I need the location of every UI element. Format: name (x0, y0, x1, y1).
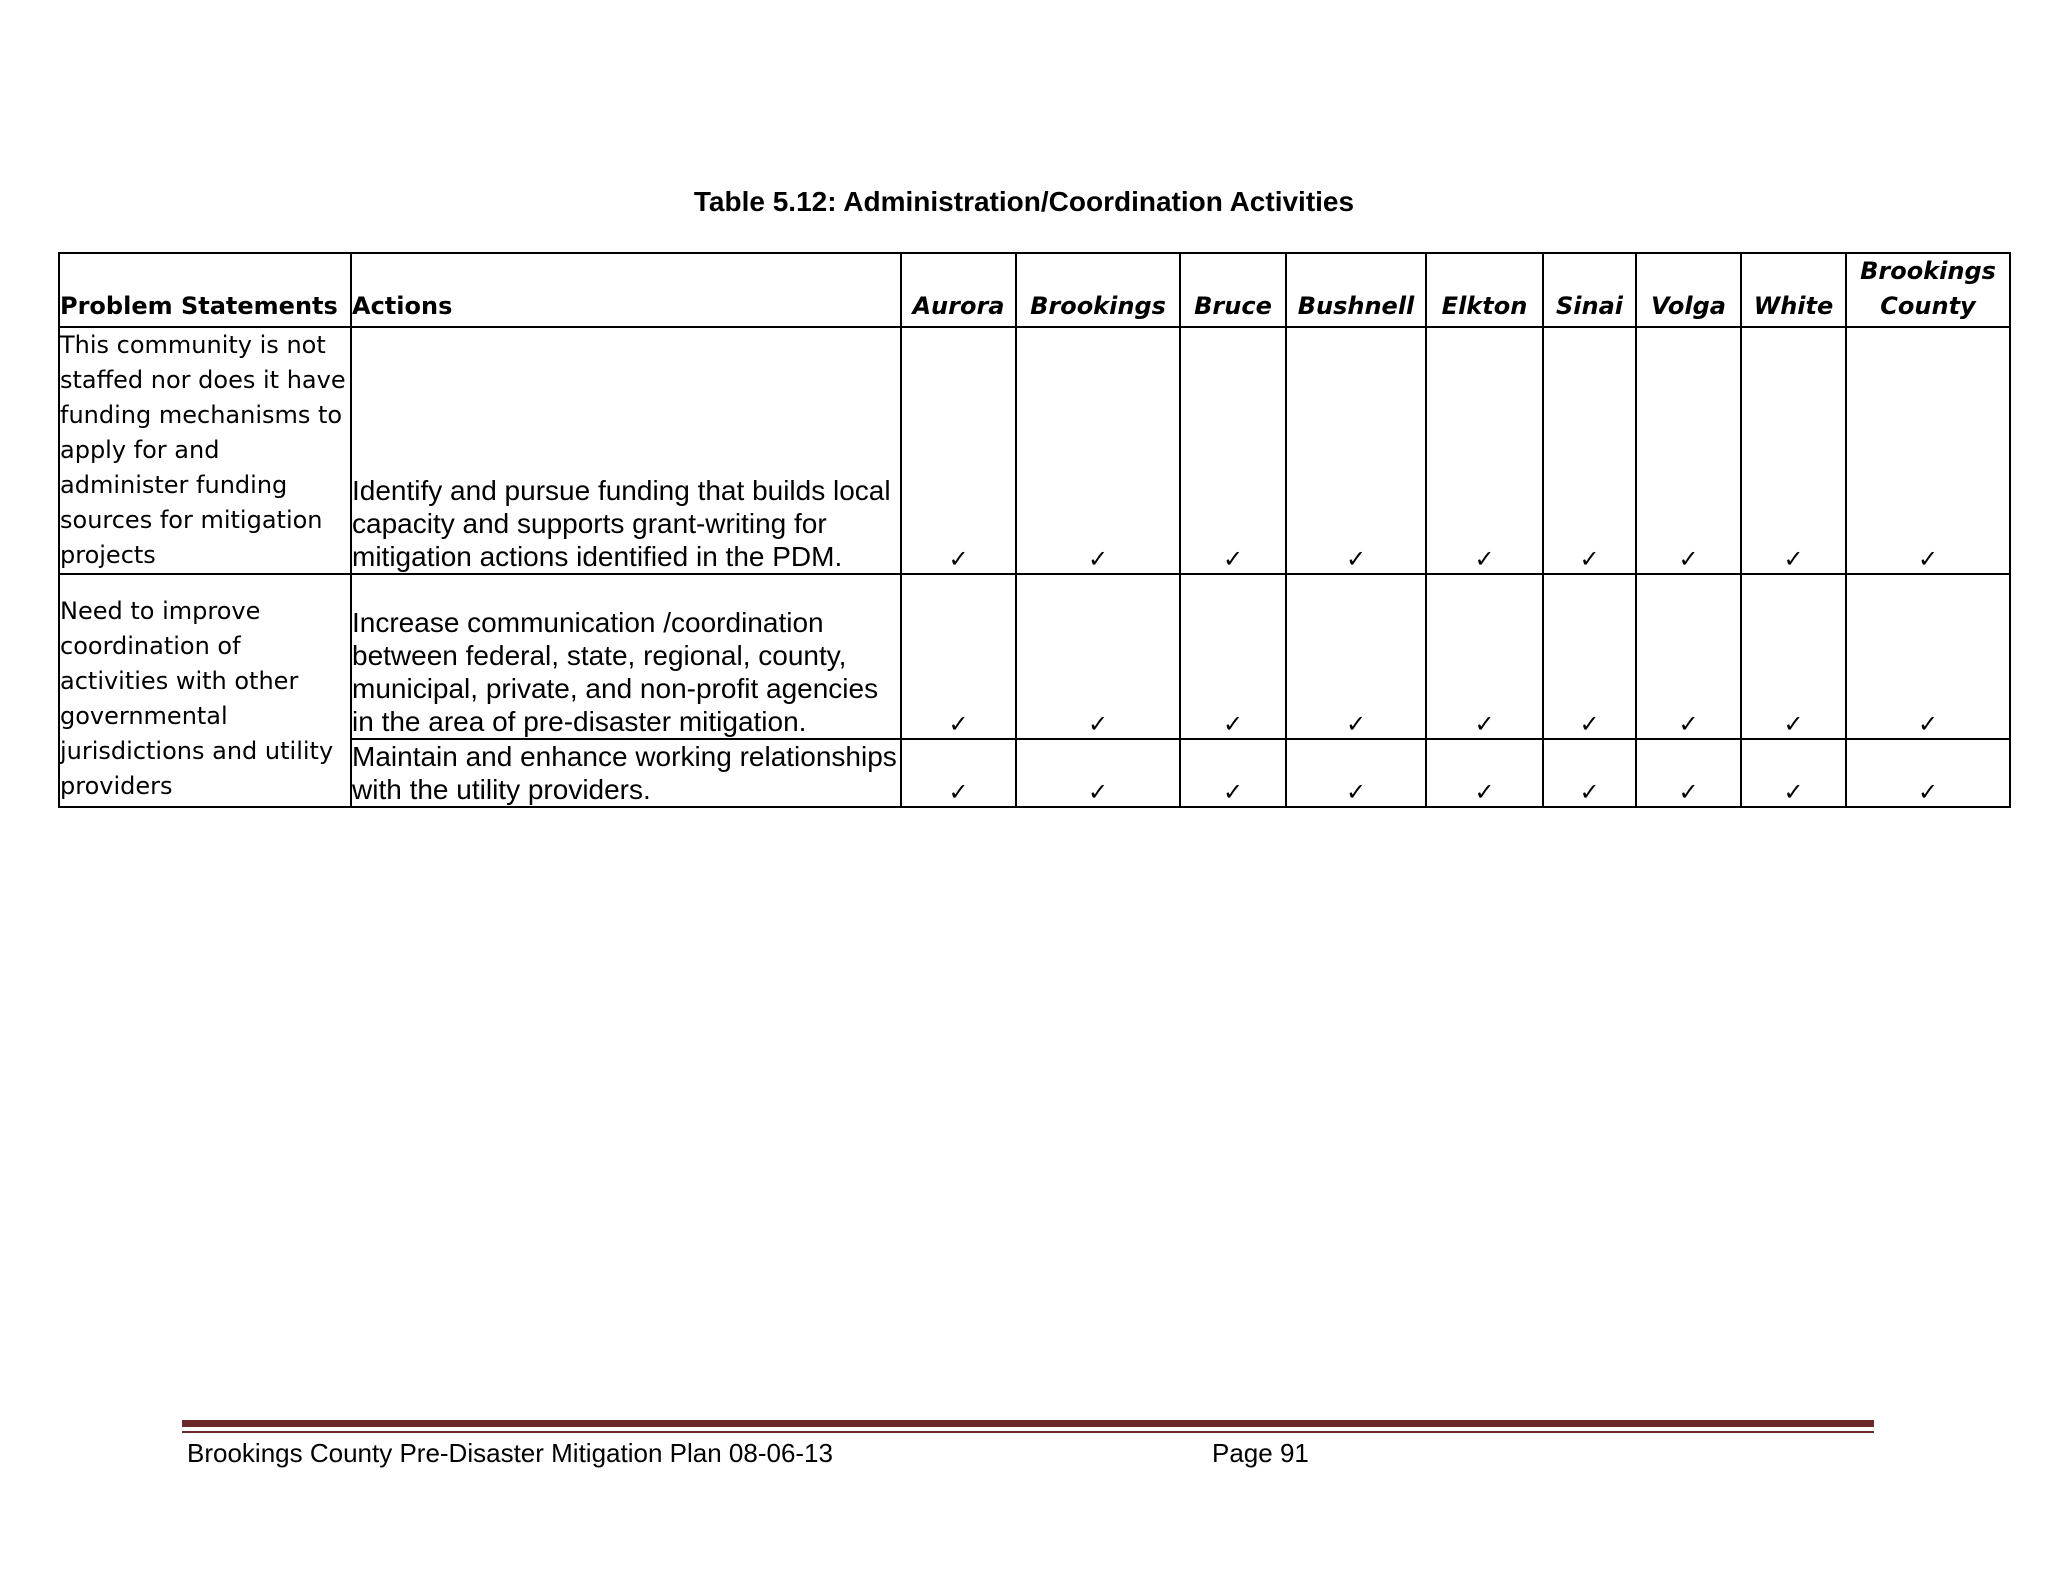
table-title: Table 5.12: Administration/Coordination Activities (693, 186, 1355, 217)
checkmark: ✓ (1016, 739, 1180, 807)
checkmark: ✓ (1543, 739, 1636, 807)
checkmark: ✓ (1180, 739, 1286, 807)
checkmark: ✓ (1636, 574, 1741, 739)
action-cell: Identify and pursue funding that builds local capacity and supports grant-writing for mitigation actions identified in the PDM. (351, 327, 901, 574)
header-problem-statements: Problem Statements (59, 253, 351, 327)
header-sinai: Sinai (1543, 253, 1636, 327)
checkmark: ✓ (1286, 327, 1426, 574)
table-row (59, 574, 2010, 739)
checkmark: ✓ (1426, 739, 1543, 807)
header-bruce: Bruce (1180, 253, 1286, 327)
footer-document-title: Brookings County Pre-Disaster Mitigation Plan 08-06-13 (187, 1438, 833, 1468)
checkmark: ✓ (1636, 739, 1741, 807)
checkmark: ✓ (1846, 327, 2010, 574)
problem-statement-cell: This community is not staffed nor does it have funding mechanisms to apply for and administer funding sources for mitigation projects (59, 327, 351, 574)
header-row (59, 253, 2010, 327)
checkmark: ✓ (901, 574, 1016, 739)
table-row (59, 327, 2010, 574)
footer-page-number: Page 91 (1212, 1438, 1309, 1468)
checkmark: ✓ (1286, 574, 1426, 739)
checkmark: ✓ (1846, 574, 2010, 739)
header-brookings-county: Brookings County (1846, 253, 2010, 327)
header-actions: Actions (351, 253, 901, 327)
checkmark: ✓ (1846, 739, 2010, 807)
action-cell: Maintain and enhance working relationships with the utility providers. (351, 739, 901, 807)
header-white: White (1741, 253, 1846, 327)
header-aurora: Aurora (901, 253, 1016, 327)
checkmark: ✓ (1741, 574, 1846, 739)
header-elkton: Elkton (1426, 253, 1543, 327)
footer-rule-thick (182, 1420, 1874, 1427)
table-row (59, 739, 2010, 807)
header-brookings: Brookings (1016, 253, 1180, 327)
problem-statement-cell: Need to improve coordination of activities with other governmental jurisdictions and utility providers (59, 574, 351, 807)
checkmark: ✓ (1426, 327, 1543, 574)
activities-table (58, 252, 2011, 808)
checkmark: ✓ (1741, 327, 1846, 574)
footer-rule-thin (182, 1431, 1874, 1433)
checkmark: ✓ (1741, 739, 1846, 807)
action-cell: Increase communication /coordination between federal, state, regional, county, municipal, private, and non-profit agencies in the area of pre-disaster mitigation. (351, 574, 901, 739)
checkmark: ✓ (1180, 574, 1286, 739)
checkmark: ✓ (1286, 739, 1426, 807)
checkmark: ✓ (1636, 327, 1741, 574)
checkmark: ✓ (1016, 574, 1180, 739)
checkmark: ✓ (1016, 327, 1180, 574)
checkmark: ✓ (1543, 574, 1636, 739)
checkmark: ✓ (1180, 327, 1286, 574)
header-volga: Volga (1636, 253, 1741, 327)
header-bushnell: Bushnell (1286, 253, 1426, 327)
checkmark: ✓ (901, 327, 1016, 574)
checkmark: ✓ (901, 739, 1016, 807)
checkmark: ✓ (1426, 574, 1543, 739)
checkmark: ✓ (1543, 327, 1636, 574)
